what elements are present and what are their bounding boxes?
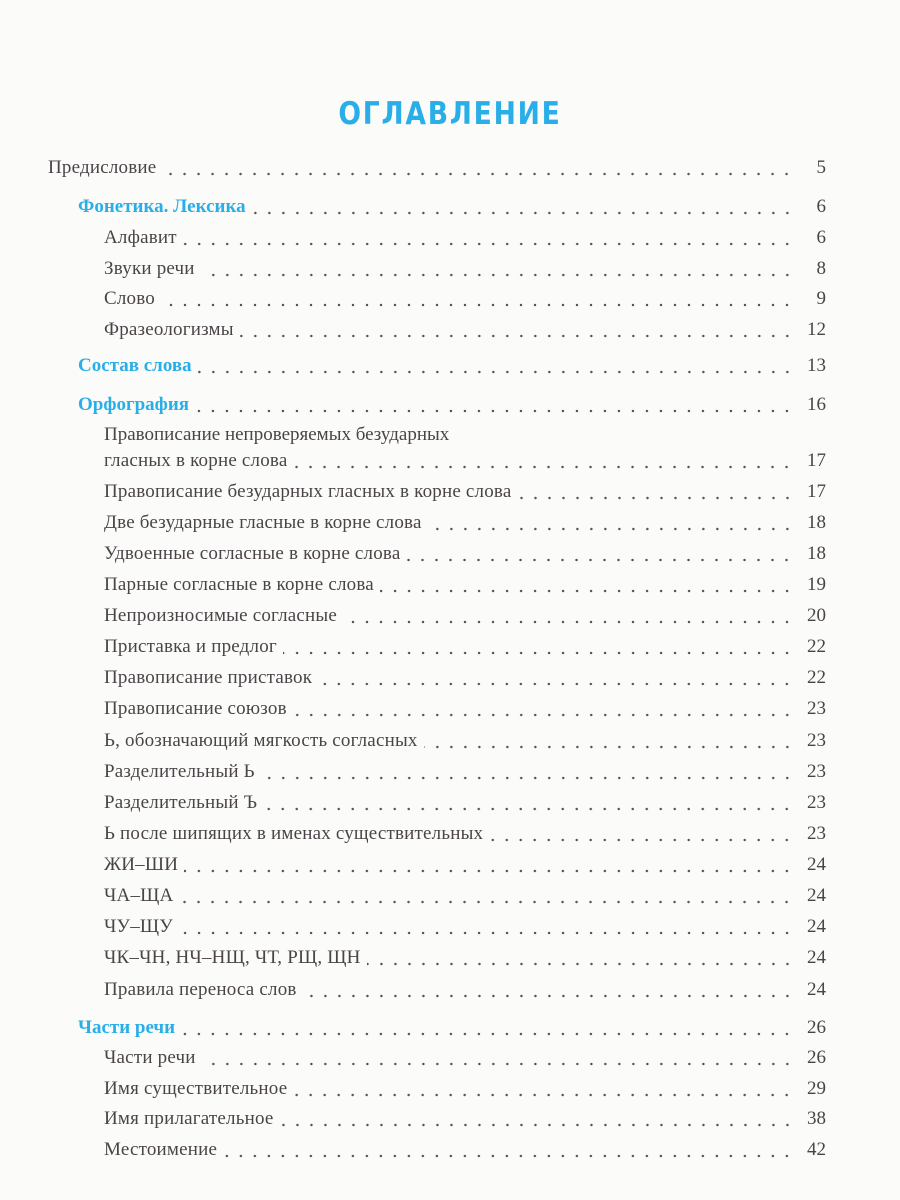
toc-page-number: 38 <box>807 1108 826 1129</box>
toc-page-number: 24 <box>807 854 826 875</box>
toc-entry[interactable] <box>104 853 826 877</box>
toc-entry[interactable] <box>104 573 826 597</box>
toc-entry-label: Правописание приставок <box>104 667 313 688</box>
dot-leader <box>263 792 794 812</box>
toc-entry[interactable] <box>104 884 826 908</box>
toc-page-number: 12 <box>807 319 826 340</box>
toc-entry[interactable] <box>104 915 826 939</box>
toc-entry-label: Алфавит <box>104 227 177 248</box>
dot-leader <box>161 288 794 308</box>
toc-entry[interactable] <box>104 978 826 1002</box>
toc-entry-preface[interactable] <box>48 156 826 180</box>
dot-leader <box>240 319 794 339</box>
toc-entry-label: Ь после шипящих в именах существительных <box>104 823 484 844</box>
toc-entry[interactable] <box>104 822 826 846</box>
dot-leader <box>424 730 794 750</box>
toc-entry[interactable] <box>104 604 826 628</box>
toc-page-number: 42 <box>807 1139 826 1160</box>
toc-entry[interactable] <box>104 635 826 659</box>
toc-page-number: 6 <box>816 227 826 248</box>
toc-entry-label: Фразеологизмы <box>104 319 234 340</box>
toc-entry[interactable] <box>104 1077 826 1101</box>
dot-leader <box>184 854 794 874</box>
toc-entry[interactable] <box>104 1046 826 1070</box>
toc-entry-label-line1: Правописание непроверяемых безударных <box>104 424 450 445</box>
toc-page-number: 20 <box>807 605 826 626</box>
dot-leader <box>518 481 795 501</box>
toc-section-parts-of-speech[interactable] <box>78 1016 826 1040</box>
toc-entry[interactable] <box>104 697 826 721</box>
page-title: ОГЛАВЛЕНИЕ <box>338 96 562 132</box>
toc-entry-label: Непроизносимые согласные <box>104 605 337 626</box>
dot-leader <box>293 450 794 470</box>
toc-entry[interactable] <box>104 287 826 311</box>
toc-entry-label: гласных в корне слова <box>104 450 288 471</box>
toc-entry-label: ЧА–ЩА <box>104 885 174 906</box>
toc-entry[interactable] <box>104 1138 826 1162</box>
toc-entry-label: Разделительный Ь <box>104 761 255 782</box>
dot-leader <box>293 698 794 718</box>
toc-entry[interactable] <box>104 318 826 342</box>
dot-leader <box>293 1078 794 1098</box>
toc-page-number: 19 <box>807 574 826 595</box>
toc-page-number: 23 <box>807 761 826 782</box>
toc-page-number: 24 <box>807 979 826 1000</box>
toc-entry[interactable] <box>104 946 826 970</box>
toc-page-number: 16 <box>807 394 826 415</box>
toc-entry[interactable] <box>104 729 826 753</box>
toc-page-number: 6 <box>816 196 826 217</box>
toc-page-number: 5 <box>816 157 826 178</box>
dot-leader <box>195 394 794 414</box>
toc-entry-label: Имя существительное <box>104 1078 288 1099</box>
toc-page-number: 26 <box>807 1047 826 1068</box>
toc-entry-label: Имя прилагательное <box>104 1108 274 1129</box>
dot-leader <box>162 157 794 177</box>
toc-section-label: Фонетика. Лексика <box>78 196 246 217</box>
toc-page-number: 18 <box>807 512 826 533</box>
toc-page-number: 26 <box>807 1017 826 1038</box>
toc-section-orthography[interactable] <box>78 393 826 417</box>
toc-entry-label: Ь, обозначающий мягкость согласных <box>104 730 418 751</box>
toc-entry[interactable] <box>104 1107 826 1131</box>
toc-entry-label: Удвоенные согласные в корне слова <box>104 543 401 564</box>
toc-entry[interactable] <box>104 480 826 504</box>
dot-leader <box>406 543 794 563</box>
toc-entry[interactable] <box>104 791 826 815</box>
dot-leader <box>489 823 794 843</box>
toc-section-label: Орфография <box>78 394 190 415</box>
toc-entry[interactable] <box>104 226 826 250</box>
dot-leader <box>223 1139 794 1159</box>
dot-leader <box>179 885 794 905</box>
toc-page-number: 24 <box>807 916 826 937</box>
dot-leader <box>198 355 794 375</box>
dot-leader <box>183 227 794 247</box>
dot-leader <box>380 574 794 594</box>
dot-leader <box>202 1047 794 1067</box>
toc-entry[interactable] <box>104 511 826 535</box>
dot-leader <box>261 761 794 781</box>
toc-entry-label: ЧУ–ЩУ <box>104 916 173 937</box>
toc-entry-label: Правописание союзов <box>104 698 287 719</box>
toc-entry-label: Правила переноса слов <box>104 979 297 1000</box>
toc-entry[interactable] <box>104 257 826 281</box>
toc-page-number: 17 <box>807 481 826 502</box>
dot-leader <box>201 258 794 278</box>
toc-page-number: 18 <box>807 543 826 564</box>
toc-entry-label: Парные согласные в корне слова <box>104 574 374 595</box>
toc-entry-label: Разделительный Ъ <box>104 792 258 813</box>
toc-entry-label: Части речи <box>104 1047 196 1068</box>
toc-page-number: 23 <box>807 730 826 751</box>
toc-page-number: 17 <box>807 450 826 471</box>
toc-page-number: 29 <box>807 1078 826 1099</box>
dot-leader <box>280 1108 794 1128</box>
toc-page-number: 23 <box>807 823 826 844</box>
dot-leader <box>343 605 794 625</box>
toc-entry[interactable] <box>104 760 826 784</box>
toc-entry[interactable] <box>104 449 826 473</box>
toc-page-number: 8 <box>816 258 826 279</box>
toc-entry[interactable] <box>104 666 826 690</box>
toc-entry-label: Слово <box>104 288 155 309</box>
toc-entry-label: ЧК–ЧН, НЧ–НЩ, ЧТ, РЩ, ЩН <box>104 947 361 968</box>
toc-section-label: Состав слова <box>78 355 192 376</box>
dot-leader <box>181 1017 794 1037</box>
toc-entry-label: Звуки речи <box>104 258 195 279</box>
toc-entry-label: Предисловие <box>48 157 157 178</box>
dot-leader <box>428 512 794 532</box>
dot-leader <box>367 947 794 967</box>
toc-page-number: 24 <box>807 947 826 968</box>
toc-page-number: 22 <box>807 667 826 688</box>
toc-page-number: 23 <box>807 698 826 719</box>
toc-page-number: 23 <box>807 792 826 813</box>
toc-entry-label: Приставка и предлог <box>104 636 277 657</box>
toc-page-number: 22 <box>807 636 826 657</box>
toc-entry-label: Правописание безударных гласных в корне слова <box>104 481 512 502</box>
dot-leader <box>318 667 794 687</box>
dot-leader <box>283 636 794 656</box>
dot-leader <box>303 979 794 999</box>
toc-entry-label: Местоимение <box>104 1139 218 1160</box>
toc-section-label: Части речи <box>78 1017 176 1038</box>
toc-section-phonetics[interactable] <box>78 195 826 219</box>
toc-entry[interactable] <box>104 542 826 566</box>
toc-entry-label: Две безударные гласные в корне слова <box>104 512 422 533</box>
toc-page-number: 13 <box>807 355 826 376</box>
toc-page-number: 9 <box>816 288 826 309</box>
toc-entry-label: ЖИ–ШИ <box>104 854 179 875</box>
toc-page-number: 24 <box>807 885 826 906</box>
dot-leader <box>179 916 794 936</box>
dot-leader <box>252 196 794 216</box>
toc-section-word-structure[interactable] <box>78 354 826 378</box>
